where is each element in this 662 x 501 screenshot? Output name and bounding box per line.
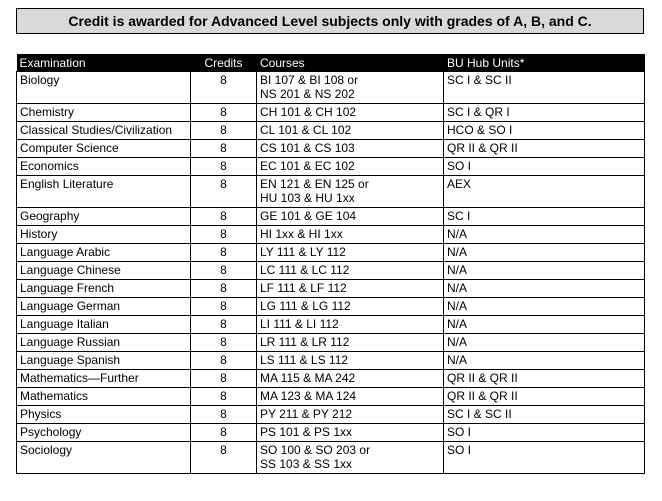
credits-cell: 8: [191, 298, 257, 316]
table-row: [17, 280, 645, 298]
examination-cell: Language German: [17, 298, 191, 316]
courses-line: EN 121 & EN 125 or: [260, 177, 369, 191]
examination-cell: Language Italian: [17, 316, 191, 334]
courses-cell: [257, 226, 444, 244]
table-row: [17, 316, 645, 334]
table-row: [17, 176, 645, 208]
hub-units-cell: N/A: [444, 280, 645, 298]
courses-cell: [257, 316, 444, 334]
examination-cell: Classical Studies/Civilization: [17, 122, 191, 140]
courses-line: LY 111 & LY 112: [260, 245, 346, 259]
hub-units-cell: N/A: [444, 298, 645, 316]
table-row: [17, 406, 645, 424]
credits-cell: 8: [191, 280, 257, 298]
credits-cell: 8: [191, 72, 257, 104]
examination-cell: Sociology: [17, 442, 191, 474]
hub-units-cell: N/A: [444, 334, 645, 352]
courses-line: BI 107 & BI 108 or: [260, 73, 359, 87]
courses-line: LF 111 & LF 112: [260, 281, 347, 295]
courses-cell: [257, 122, 444, 140]
credits-cell: 8: [191, 334, 257, 352]
examination-cell: Language Chinese: [17, 262, 191, 280]
courses-line: CH 101 & CH 102: [260, 105, 357, 119]
courses-cell: [257, 104, 444, 122]
hub-units-cell: AEX: [444, 176, 645, 208]
hub-units-cell: N/A: [444, 262, 645, 280]
table-row: [17, 262, 645, 280]
credits-cell: 8: [191, 176, 257, 208]
table-row: [17, 226, 645, 244]
courses-line: HU 103 & HU 1xx: [260, 191, 355, 205]
credits-cell: 8: [191, 388, 257, 406]
examination-cell: History: [17, 226, 191, 244]
courses-line: LS 111 & LS 112: [260, 353, 349, 367]
courses-line: LG 111 & LG 112: [260, 299, 351, 313]
examination-cell: Mathematics—Further: [17, 370, 191, 388]
courses-line: LI 111 & LI 112: [260, 317, 339, 331]
table-row: [17, 140, 645, 158]
hub-units-cell: SC I: [444, 208, 645, 226]
courses-line: MA 115 & MA 242: [260, 371, 356, 385]
table-row: [17, 244, 645, 262]
courses-cell: [257, 262, 444, 280]
credits-cell: 8: [191, 370, 257, 388]
hub-units-cell: N/A: [444, 352, 645, 370]
examination-cell: Psychology: [17, 424, 191, 442]
courses-cell: [257, 370, 444, 388]
courses-cell: [257, 208, 444, 226]
courses-line: HI 1xx & HI 1xx: [260, 227, 343, 241]
examination-cell: Geography: [17, 208, 191, 226]
courses-line: CS 101 & CS 103: [260, 141, 355, 155]
credits-cell: 8: [191, 442, 257, 474]
courses-cell: [257, 140, 444, 158]
hub-units-cell: N/A: [444, 316, 645, 334]
courses-cell: [257, 406, 444, 424]
hub-units-cell: QR II & QR II: [444, 388, 645, 406]
credits-cell: 8: [191, 406, 257, 424]
table-row: [17, 208, 645, 226]
examination-cell: Language French: [17, 280, 191, 298]
hub-units-cell: HCO & SO I: [444, 122, 645, 140]
credits-cell: 8: [191, 122, 257, 140]
header-hub-units: BU Hub Units*: [444, 54, 645, 72]
table-row: [17, 334, 645, 352]
courses-cell: [257, 442, 444, 474]
credits-cell: 8: [191, 104, 257, 122]
table-body: [17, 72, 645, 474]
courses-line: NS 201 & NS 202: [260, 87, 355, 101]
courses-cell: [257, 334, 444, 352]
courses-cell: [257, 352, 444, 370]
table-row: [17, 298, 645, 316]
courses-line: GE 101 & GE 104: [260, 209, 357, 223]
courses-cell: [257, 72, 444, 104]
examination-cell: Language Russian: [17, 334, 191, 352]
table-row: [17, 442, 645, 474]
examination-cell: Biology: [17, 72, 191, 104]
credits-cell: 8: [191, 226, 257, 244]
hub-units-cell: QR II & QR II: [444, 140, 645, 158]
credits-cell: 8: [191, 208, 257, 226]
examination-cell: Chemistry: [17, 104, 191, 122]
courses-cell: [257, 244, 444, 262]
table-row: [17, 388, 645, 406]
hub-units-cell: SC I & SC II: [444, 72, 645, 104]
courses-line: EC 101 & EC 102: [260, 159, 355, 173]
examination-cell: Economics: [17, 158, 191, 176]
header-examination: Examination: [17, 54, 191, 72]
courses-cell: [257, 424, 444, 442]
table-row: [17, 370, 645, 388]
courses-line: SS 103 & SS 1xx: [260, 457, 353, 471]
courses-line: MA 123 & MA 124: [260, 389, 357, 403]
examination-cell: Physics: [17, 406, 191, 424]
header-credits: Credits: [191, 54, 257, 72]
page-title: Credit is awarded for Advanced Level subjects only with grades of A, B, and C.: [16, 8, 644, 34]
courses-line: LR 111 & LR 112: [260, 335, 350, 349]
table-header: [17, 54, 645, 72]
credits-cell: 8: [191, 352, 257, 370]
credits-cell: 8: [191, 244, 257, 262]
examination-cell: Language Arabic: [17, 244, 191, 262]
courses-line: SO 100 & SO 203 or: [260, 443, 371, 457]
examination-cell: Language Spanish: [17, 352, 191, 370]
credits-cell: 8: [191, 424, 257, 442]
credit-table: [16, 54, 645, 474]
hub-units-cell: QR II & QR II: [444, 370, 645, 388]
hub-units-cell: SO I: [444, 424, 645, 442]
courses-line: CL 101 & CL 102: [260, 123, 352, 137]
table-row: [17, 104, 645, 122]
table-row: [17, 158, 645, 176]
courses-line: PS 101 & PS 1xx: [260, 425, 353, 439]
hub-units-cell: N/A: [444, 244, 645, 262]
hub-units-cell: SC I & SC II: [444, 406, 645, 424]
courses-cell: [257, 280, 444, 298]
examination-cell: Computer Science: [17, 140, 191, 158]
courses-cell: [257, 388, 444, 406]
table-row: [17, 352, 645, 370]
examination-cell: English Literature: [17, 176, 191, 208]
credits-cell: 8: [191, 316, 257, 334]
credits-cell: 8: [191, 140, 257, 158]
courses-line: PY 211 & PY 212: [260, 407, 353, 421]
table-row: [17, 424, 645, 442]
courses-cell: [257, 298, 444, 316]
courses-line: LC 111 & LC 112: [260, 263, 350, 277]
credits-cell: 8: [191, 262, 257, 280]
credits-cell: 8: [191, 158, 257, 176]
examination-cell: Mathematics: [17, 388, 191, 406]
table-row: [17, 122, 645, 140]
hub-units-cell: SO I: [444, 158, 645, 176]
courses-cell: [257, 176, 444, 208]
header-courses: Courses: [257, 54, 444, 72]
hub-units-cell: SO I: [444, 442, 645, 474]
courses-cell: [257, 158, 444, 176]
hub-units-cell: N/A: [444, 226, 645, 244]
table-row: [17, 72, 645, 104]
hub-units-cell: SC I & QR I: [444, 104, 645, 122]
